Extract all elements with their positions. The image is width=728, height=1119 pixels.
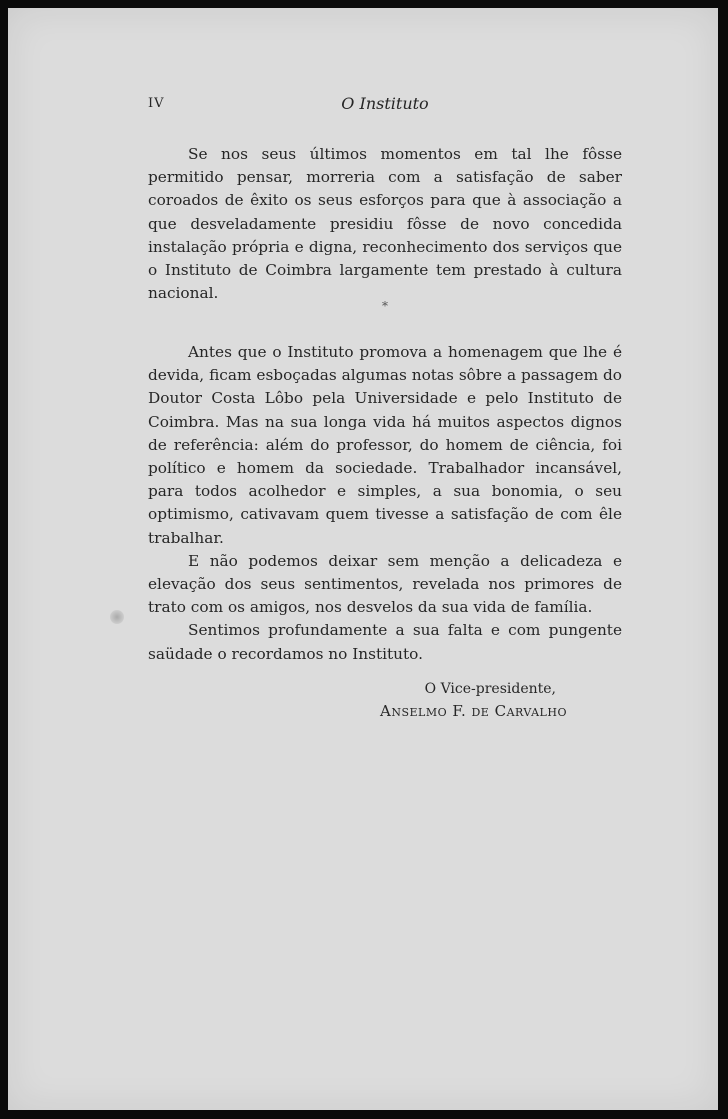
section-separator: * xyxy=(382,299,388,313)
page-header xyxy=(148,96,622,116)
paragraph: Antes que o Instituto promova a homenagem que lhe é devida, ficam esboçadas algumas notas sôbre a passagem do Doutor Costa Lôbo pela Universidade e pelo Instituto de Coimbra. Mas na sua longa vida há muitos aspectos dignos de referência: além do professor, do homem de ciência, foi político e homem da sociedade. Trabalhador incansável, para todos acolhedor e simples, a sua bonomia, o seu optimismo, cativavam quem tivesse a satisfação de com êle trabalhar. xyxy=(148,343,622,547)
paragraph: Sentimos profundamente a sua falta e com pungente saüdade o recordamos no Instituto. xyxy=(148,621,622,663)
running-title: O Instituto xyxy=(341,94,429,113)
paper-stain xyxy=(110,610,124,624)
text-block-1 xyxy=(148,143,622,305)
signature-block xyxy=(380,678,567,722)
text-block-2 xyxy=(148,341,622,666)
paragraph: E não podemos deixar sem menção a delicadeza e elevação dos seus sentimentos, revelada nos primores de trato com os amigos, nos desvelos da sua vida de família. xyxy=(148,551,622,617)
signature-name: Anselmo F. de Carvalho xyxy=(380,702,567,720)
signature-role: O Vice-presidente, xyxy=(424,681,556,697)
paragraph: Se nos seus últimos momentos em tal lhe fôsse permitido pensar, morreria com a satisfação de saber coroados de êxito os seus esforços para que à associação a que desveladamente presidiu fôsse de novo concedida instalação própria e digna, reconhecimento dos serviços que o Instituto de Coimbra largamente tem prestado à cultura nacional. xyxy=(148,145,622,303)
page-number: IV xyxy=(148,96,165,111)
